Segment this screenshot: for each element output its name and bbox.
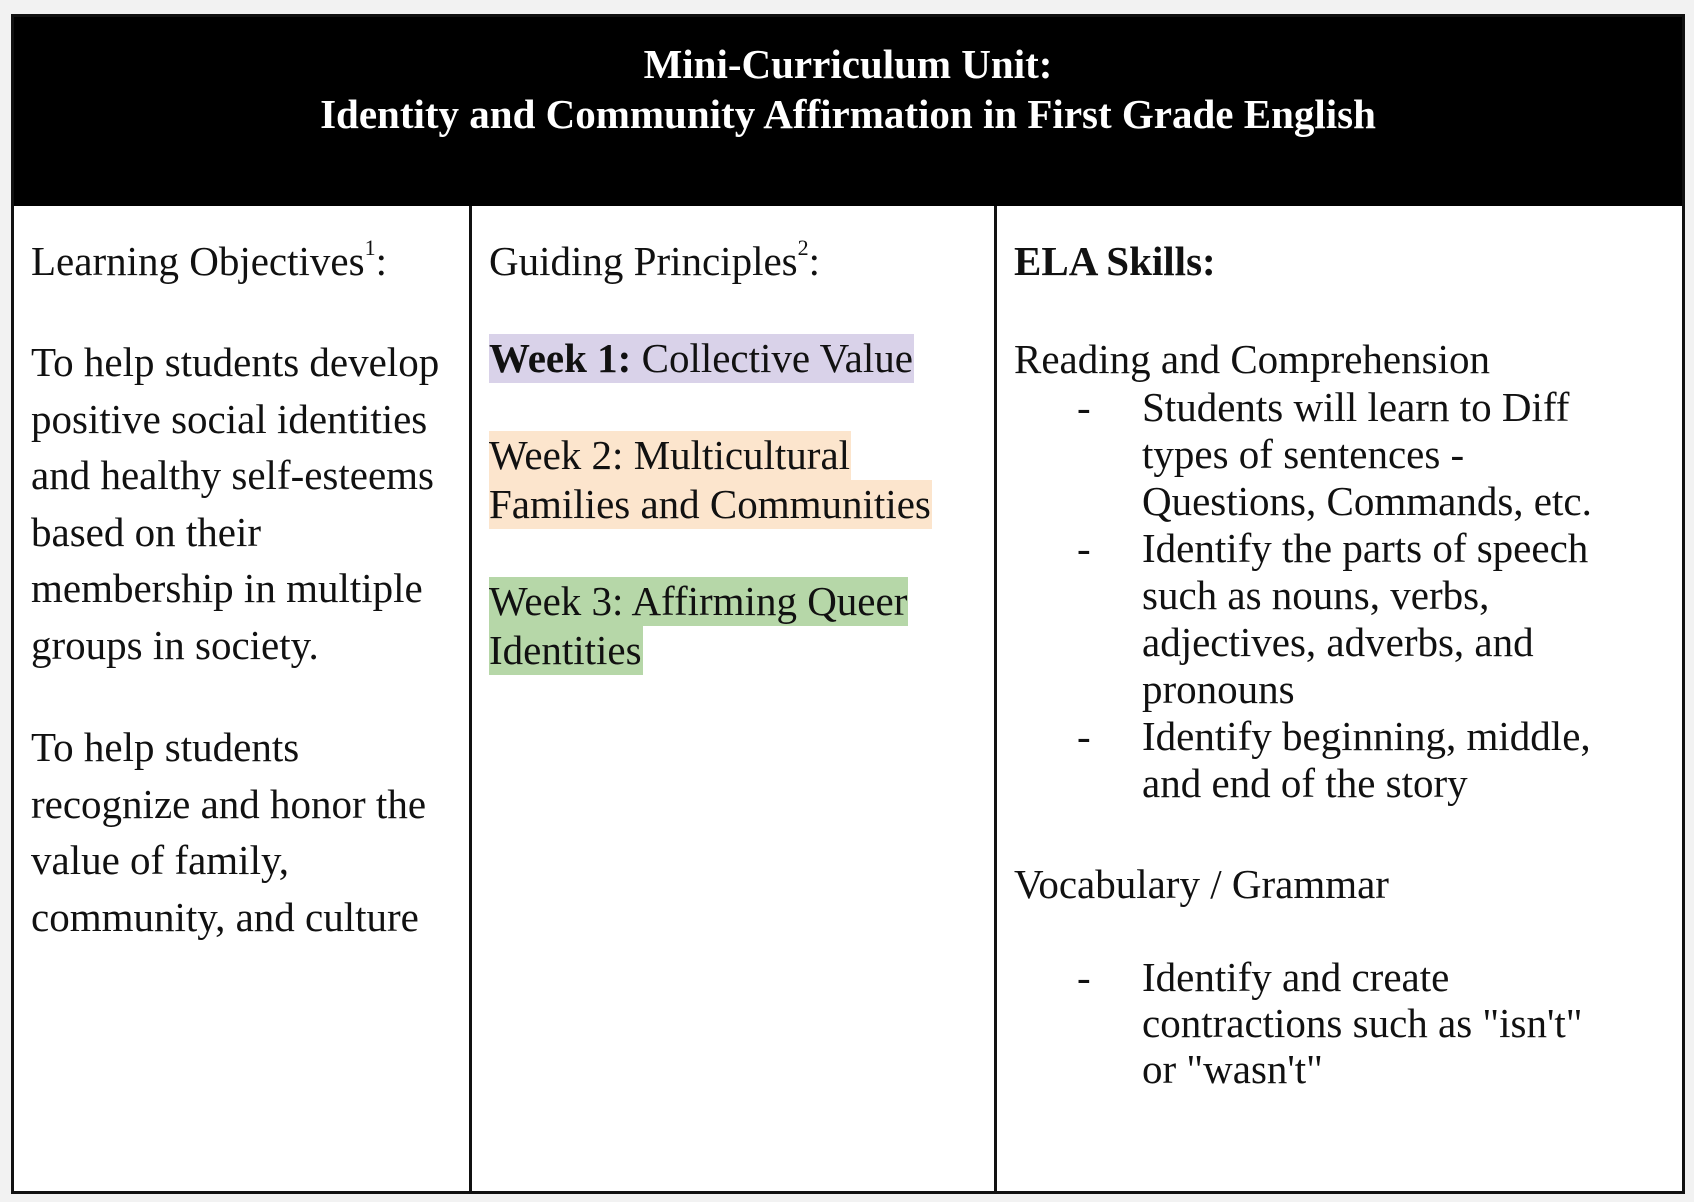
guiding-principles-title: Guiding Principles$^2$: bbox=[489, 235, 821, 284]
list-item: - Identify and create contractions such as "isn't" or "wasn't" bbox=[1077, 954, 1583, 1092]
header-title-line1: Mini-Curriculum Unit: bbox=[643, 41, 1053, 87]
footnote-1[interactable]: 1 bbox=[364, 235, 376, 260]
table-header bbox=[14, 17, 1682, 206]
ela-skills-column bbox=[997, 206, 1682, 1191]
list-item: - Identify the parts of speech such as nouns, verbs, adjectives, adverbs, and pronouns bbox=[1077, 525, 1589, 712]
curriculum-table bbox=[11, 14, 1685, 1194]
week-2-principle: Week 2: Multicultural Families and Communities bbox=[489, 432, 931, 527]
learning-objectives-column bbox=[14, 206, 472, 1191]
vocabulary-skills-list bbox=[1014, 954, 1682, 1092]
week-3-principle: Week 3: Affirming Queer Identities bbox=[489, 578, 908, 673]
list-item: - Students will learn to Diff types of sentences - Questions, Commands, etc. bbox=[1077, 384, 1592, 524]
vocabulary-grammar-heading: Vocabulary / Grammar bbox=[1014, 861, 1389, 907]
learning-objectives-title: Learning Objectives$^1$: bbox=[31, 235, 387, 284]
objective-paragraph-1: To help students develop positive social identities and healthy self-esteems based on their membership in multiple groups in society. bbox=[31, 339, 440, 668]
ela-skills-title: ELA Skills: bbox=[1014, 238, 1216, 284]
reading-comprehension-heading: Reading and Comprehension bbox=[1014, 336, 1490, 382]
week-1-principle: Week 1: Collective Value bbox=[489, 335, 913, 381]
objective-paragraph-2: To help students recognize and honor the value of family, community, and culture bbox=[31, 724, 427, 940]
footnote-2[interactable]: 2 bbox=[797, 235, 809, 260]
header-title-line2: Identity and Community Affirmation in First Grade English bbox=[320, 91, 1376, 137]
list-item: - Identify beginning, middle, and end of the story bbox=[1077, 713, 1591, 806]
reading-skills-list bbox=[1014, 384, 1682, 807]
guiding-principles-column bbox=[472, 206, 997, 1191]
